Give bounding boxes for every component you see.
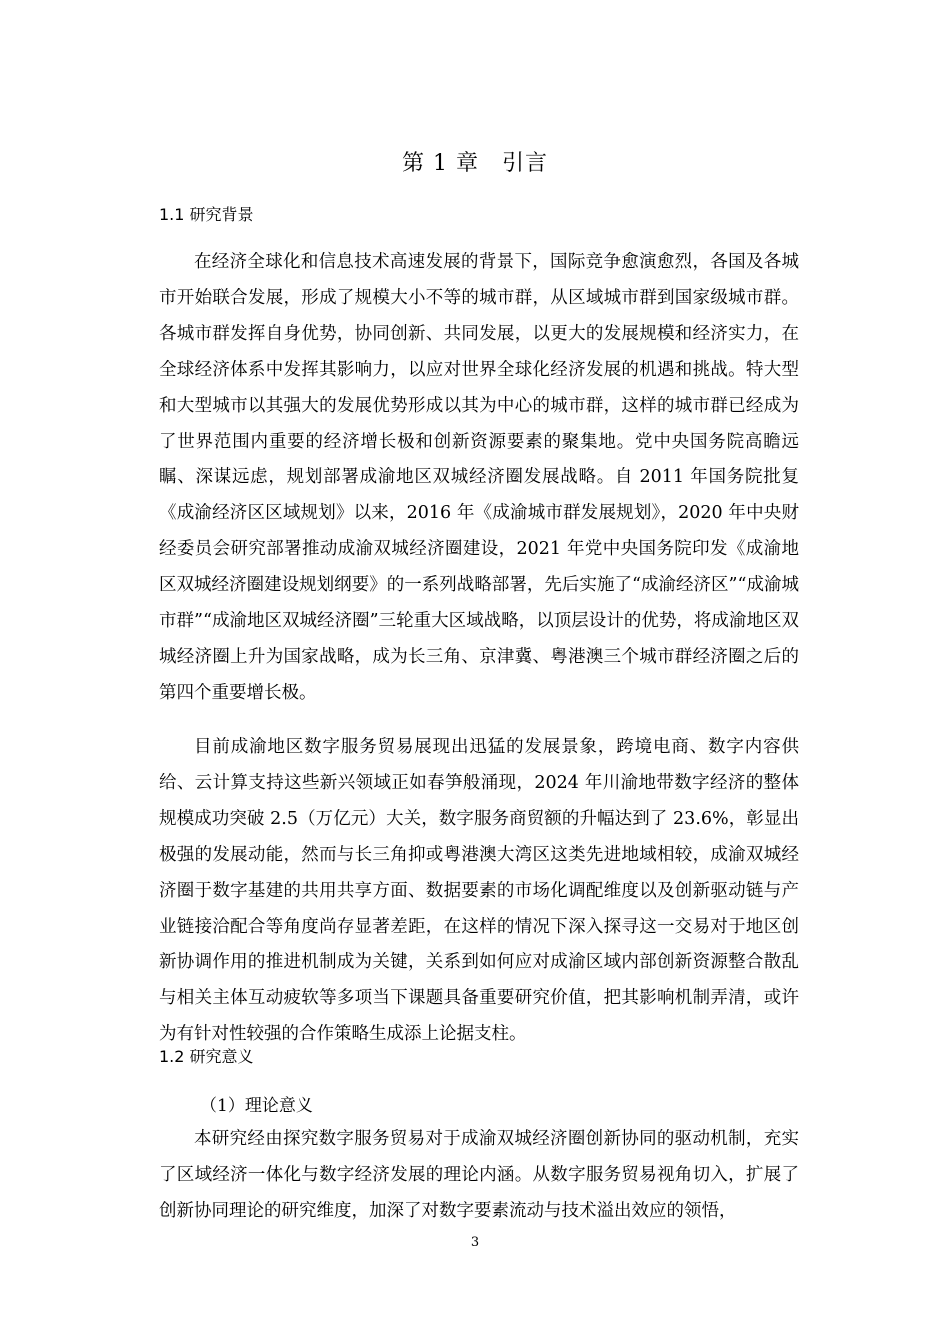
body-paragraph: 目前成渝地区数字服务贸易展现出迅猛的发展景象，跨境电商、数字内容供给、云计算支持这些新兴领域正如春笋般涌现，2024 年川渝地带数字经济的整体规模成功突破 2.5（万亿元）大关，数字服务商贸额的升幅达到了 23.6%，彰显出极强的发展动能，然而与长三角抑或粤港澳大湾区这类先进地域相较，成渝双城经济圈于数字基建的共用共享方面、数据要素的市场化调配维度以及创新驱动链与产业链接洽配合等角度尚存显著差距，在这样的情况下深入探寻这一交易对于地区创新协调作用的推进机制成为关键，关系到如何应对成渝区域内部创新资源整合散乱与相关主体互动疲软等多项当下课题具备重要研究价值，把其影响机制弄清，或许为有针对性较强的合作策略生成添上论据支柱。 [159,737,799,1045]
section-heading-1-2: 1.2 研究意义 [159,1047,254,1066]
body-paragraph: 本研究经由探究数字服务贸易对于成渝双城经济圈创新协同的驱动机制，充实了区域经济一体化与数字经济发展的理论内涵。从数字服务贸易视角切入，扩展了创新协同理论的研究维度，加深了对数字要素流动与技术溢出效应的领悟， [159,1129,799,1221]
chapter-title: 第 1 章 引言 [402,151,548,176]
body-paragraph: 在经济全球化和信息技术高速发展的背景下，国际竞争愈演愈烈，各国及各城市开始联合发展，形成了规模大小不等的城市群，从区域城市群到国家级城市群。各城市群发挥自身优势，协同创新、共同发展，以更大的发展规模和经济实力，在全球经济体系中发挥其影响力，以应对世界全球化经济发展的机遇和挑战。特大型和大型城市以其强大的发展优势形成以其为中心的城市群，这样的城市群已经成为了世界范围内重要的经济增长极和创新资源要素的聚集地。党中央国务院高瞻远瞩、深谋远虑，规划部署成渝地区双城经济圈发展战略。自 2011 年国务院批复《成渝经济区区域规划》以来，2016 年《成渝城市群发展规划》，2020 年中央财经委员会研究部署推动成渝双城经济圈建设，2021 年党中央国务院印发《成渝地区双城经济圈建设规划纲要》的一系列战略部署，先后实施了“成渝经济区”“成渝城市群”“成渝地区双城经济圈”三轮重大区域战略，以顶层设计的优势，将成渝地区双城经济圈上升为国家战略，成为长三角、京津冀、粤港澳三个城市群经济圈之后的第四个重要增长极。 [159,252,799,703]
subsection-heading: （1）理论意义 [200,1096,313,1116]
section-heading-1-1: 1.1 研究背景 [159,205,254,224]
page-number: 3 [470,1235,480,1250]
